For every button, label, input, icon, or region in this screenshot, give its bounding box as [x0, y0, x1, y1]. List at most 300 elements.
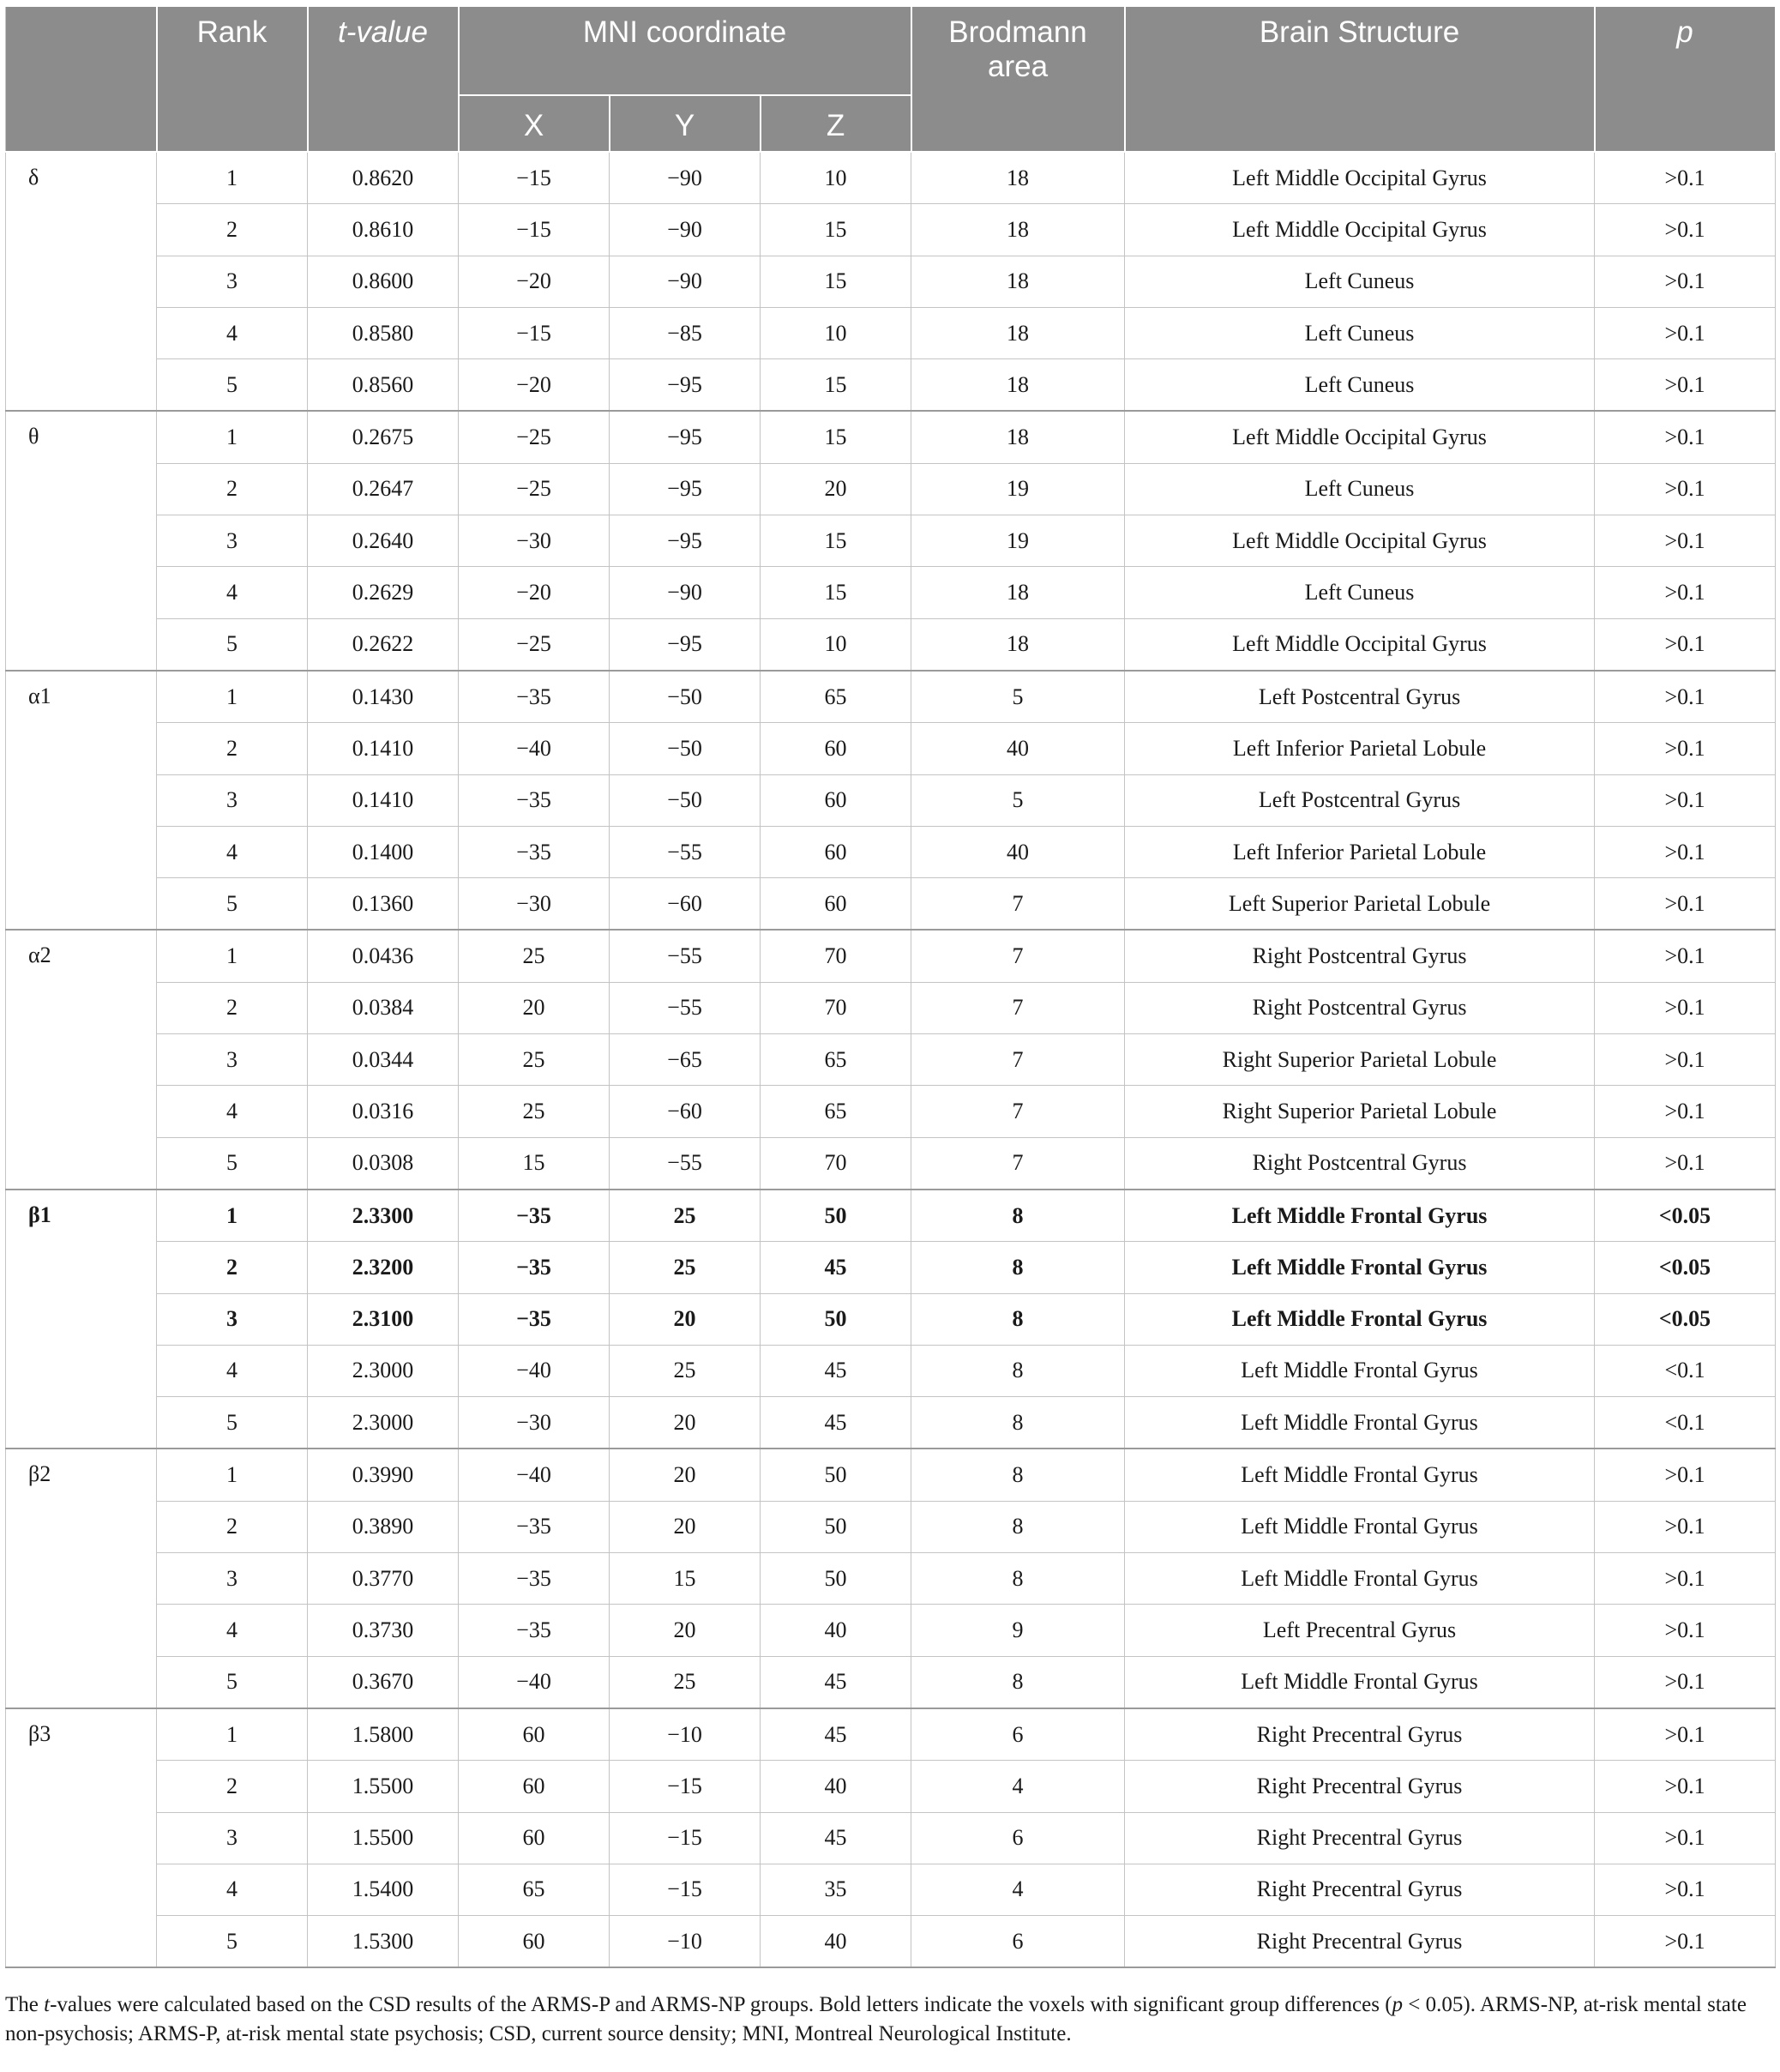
t-value-cell: 0.3730 [308, 1605, 459, 1656]
rank-cell: 2 [157, 982, 308, 1033]
y-cell: −55 [610, 930, 761, 982]
table-row [6, 1761, 1776, 1812]
t-value-header-label: t-value [337, 15, 429, 49]
footnote-t-italic: t [44, 1993, 51, 2016]
structure-cell: Right Postcentral Gyrus [1125, 930, 1595, 982]
structure-cell: Left Middle Frontal Gyrus [1125, 1553, 1595, 1605]
rank-cell: 2 [157, 1501, 308, 1552]
y-cell: −90 [610, 256, 761, 307]
rank-cell: 4 [157, 826, 308, 877]
x-cell: 20 [459, 982, 610, 1033]
z-cell: 50 [761, 1501, 911, 1552]
x-cell: −15 [459, 152, 610, 204]
rank-cell: 5 [157, 878, 308, 931]
x-cell: −35 [459, 774, 610, 826]
y-cell: −90 [610, 152, 761, 204]
structure-cell: Right Postcentral Gyrus [1125, 1137, 1595, 1190]
rank-cell: 1 [157, 1449, 308, 1501]
t-value-cell: 0.2622 [308, 618, 459, 671]
x-cell: −40 [459, 1656, 610, 1708]
brodmann-cell: 18 [911, 567, 1125, 618]
x-cell: −30 [459, 1397, 610, 1449]
rank-cell: 5 [157, 359, 308, 412]
structure-cell: Left Middle Occipital Gyrus [1125, 152, 1595, 204]
brodmann-cell: 7 [911, 878, 1125, 931]
structure-cell: Left Cuneus [1125, 359, 1595, 412]
x-cell: 60 [459, 1761, 610, 1812]
t-value-cell: 0.0436 [308, 930, 459, 982]
t-value-cell: 2.3100 [308, 1293, 459, 1345]
structure-cell: Right Postcentral Gyrus [1125, 982, 1595, 1033]
y-cell: 25 [610, 1345, 761, 1396]
brodmann-cell: 8 [911, 1190, 1125, 1242]
y-cell: −95 [610, 411, 761, 463]
structure-cell: Left Middle Occipital Gyrus [1125, 515, 1595, 567]
structure-cell: Right Superior Parietal Lobule [1125, 1034, 1595, 1086]
p-cell: >0.1 [1595, 1553, 1776, 1605]
p-cell: >0.1 [1595, 1916, 1776, 1968]
table-row [6, 1605, 1776, 1656]
rank-header: Rank [157, 6, 308, 152]
t-value-cell: 0.8610 [308, 204, 459, 256]
table-row [6, 1864, 1776, 1915]
z-cell: 50 [761, 1190, 911, 1242]
rank-cell: 5 [157, 1656, 308, 1708]
rank-cell: 1 [157, 152, 308, 204]
p-cell: >0.1 [1595, 1864, 1776, 1915]
z-cell: 65 [761, 1086, 911, 1137]
table-row [6, 1501, 1776, 1552]
t-value-cell: 0.8620 [308, 152, 459, 204]
table-row [6, 307, 1776, 358]
y-header: Y [610, 95, 761, 152]
z-cell: 15 [761, 515, 911, 567]
x-cell: −30 [459, 878, 610, 931]
table-row [6, 515, 1776, 567]
brodmann-cell: 5 [911, 671, 1125, 723]
y-cell: −95 [610, 618, 761, 671]
brodmann-cell: 9 [911, 1605, 1125, 1656]
rank-cell: 4 [157, 1864, 308, 1915]
z-cell: 45 [761, 1397, 911, 1449]
t-value-cell: 0.8560 [308, 359, 459, 412]
p-cell: >0.1 [1595, 1137, 1776, 1190]
x-cell: −35 [459, 671, 610, 723]
p-header [1595, 6, 1776, 152]
p-cell: >0.1 [1595, 463, 1776, 515]
rank-cell: 2 [157, 1242, 308, 1293]
y-cell: −90 [610, 204, 761, 256]
structure-cell: Left Middle Frontal Gyrus [1125, 1501, 1595, 1552]
brodmann-cell: 18 [911, 204, 1125, 256]
band-label: β2 [6, 1449, 157, 1708]
p-header-label: p [1676, 15, 1693, 49]
rank-cell: 5 [157, 1137, 308, 1190]
p-cell: >0.1 [1595, 1034, 1776, 1086]
rank-cell: 2 [157, 463, 308, 515]
p-cell: >0.1 [1595, 1449, 1776, 1501]
x-cell: 60 [459, 1916, 610, 1968]
x-header: X [459, 95, 610, 152]
t-value-cell: 0.1400 [308, 826, 459, 877]
rank-cell: 1 [157, 1190, 308, 1242]
z-cell: 50 [761, 1553, 911, 1605]
x-cell: −25 [459, 411, 610, 463]
p-cell: >0.1 [1595, 930, 1776, 982]
t-value-cell: 2.3000 [308, 1345, 459, 1396]
z-cell: 50 [761, 1293, 911, 1345]
z-cell: 10 [761, 307, 911, 358]
z-cell: 50 [761, 1449, 911, 1501]
y-cell: −10 [610, 1708, 761, 1761]
y-cell: −95 [610, 359, 761, 412]
t-value-cell: 0.2647 [308, 463, 459, 515]
t-value-cell: 0.8580 [308, 307, 459, 358]
z-cell: 60 [761, 826, 911, 877]
y-cell: −95 [610, 463, 761, 515]
brodmann-cell: 8 [911, 1656, 1125, 1708]
brodmann-cell: 6 [911, 1812, 1125, 1864]
z-cell: 45 [761, 1708, 911, 1761]
z-cell: 40 [761, 1916, 911, 1968]
footnote-prefix: The [5, 1993, 45, 2016]
table-row [6, 1034, 1776, 1086]
results-table [5, 5, 1777, 1968]
brodmann-cell: 4 [911, 1761, 1125, 1812]
rank-cell: 3 [157, 774, 308, 826]
brodmann-cell: 7 [911, 1137, 1125, 1190]
structure-cell: Right Precentral Gyrus [1125, 1812, 1595, 1864]
p-cell: >0.1 [1595, 1761, 1776, 1812]
p-cell: <0.05 [1595, 1242, 1776, 1293]
rank-cell: 5 [157, 618, 308, 671]
p-cell: >0.1 [1595, 618, 1776, 671]
structure-cell: Left Postcentral Gyrus [1125, 774, 1595, 826]
p-cell: >0.1 [1595, 826, 1776, 877]
band-label: β3 [6, 1708, 157, 1967]
t-value-cell: 0.3670 [308, 1656, 459, 1708]
x-cell: −35 [459, 1605, 610, 1656]
z-cell: 10 [761, 618, 911, 671]
brodmann-cell: 18 [911, 307, 1125, 358]
brodmann-cell: 7 [911, 1086, 1125, 1137]
z-cell: 15 [761, 204, 911, 256]
z-cell: 15 [761, 567, 911, 618]
x-cell: 25 [459, 930, 610, 982]
structure-cell: Left Precentral Gyrus [1125, 1605, 1595, 1656]
band-header [6, 6, 157, 152]
brodmann-cell: 18 [911, 359, 1125, 412]
x-cell: −20 [459, 256, 610, 307]
rank-cell: 3 [157, 515, 308, 567]
band-label: δ [6, 152, 157, 411]
x-cell: −25 [459, 463, 610, 515]
structure-cell: Left Inferior Parietal Lobule [1125, 723, 1595, 774]
t-value-cell: 0.3990 [308, 1449, 459, 1501]
x-cell: −40 [459, 1345, 610, 1396]
p-cell: <0.1 [1595, 1397, 1776, 1449]
x-cell: 15 [459, 1137, 610, 1190]
y-cell: −50 [610, 671, 761, 723]
y-cell: 20 [610, 1293, 761, 1345]
rank-cell: 2 [157, 723, 308, 774]
structure-cell: Left Middle Occipital Gyrus [1125, 411, 1595, 463]
brodmann-cell: 4 [911, 1864, 1125, 1915]
z-cell: 20 [761, 463, 911, 515]
y-cell: −55 [610, 1137, 761, 1190]
brodmann-cell: 5 [911, 774, 1125, 826]
z-cell: 65 [761, 671, 911, 723]
brodmann-cell: 40 [911, 723, 1125, 774]
table-row [6, 1916, 1776, 1968]
rank-cell: 3 [157, 256, 308, 307]
y-cell: 20 [610, 1501, 761, 1552]
y-cell: −55 [610, 982, 761, 1033]
table-row [6, 1242, 1776, 1293]
rank-cell: 3 [157, 1553, 308, 1605]
rank-cell: 3 [157, 1812, 308, 1864]
y-cell: −55 [610, 826, 761, 877]
t-value-cell: 0.0344 [308, 1034, 459, 1086]
structure-cell: Left Postcentral Gyrus [1125, 671, 1595, 723]
table-row [6, 878, 1776, 931]
z-cell: 70 [761, 1137, 911, 1190]
table-row [6, 1086, 1776, 1137]
t-value-cell: 0.1410 [308, 723, 459, 774]
t-value-cell: 0.8600 [308, 256, 459, 307]
structure-cell: Left Middle Occipital Gyrus [1125, 618, 1595, 671]
table-row [6, 1137, 1776, 1190]
brodmann-cell: 18 [911, 256, 1125, 307]
y-cell: 25 [610, 1190, 761, 1242]
t-value-cell: 2.3000 [308, 1397, 459, 1449]
structure-cell: Left Middle Frontal Gyrus [1125, 1449, 1595, 1501]
structure-cell: Left Middle Occipital Gyrus [1125, 204, 1595, 256]
rank-cell: 4 [157, 1086, 308, 1137]
y-cell: −60 [610, 878, 761, 931]
table-row [6, 826, 1776, 877]
rank-cell: 3 [157, 1293, 308, 1345]
t-value-cell: 0.0308 [308, 1137, 459, 1190]
brodmann-cell: 18 [911, 618, 1125, 671]
table-row [6, 1656, 1776, 1708]
structure-cell: Left Middle Frontal Gyrus [1125, 1242, 1595, 1293]
brodmann-cell: 19 [911, 515, 1125, 567]
y-cell: 20 [610, 1605, 761, 1656]
t-value-cell: 1.5400 [308, 1864, 459, 1915]
t-value-cell: 0.1410 [308, 774, 459, 826]
x-cell: −15 [459, 307, 610, 358]
structure-cell: Left Cuneus [1125, 307, 1595, 358]
table-row [6, 723, 1776, 774]
band-label: α2 [6, 930, 157, 1189]
y-cell: −15 [610, 1761, 761, 1812]
table-row [6, 1190, 1776, 1242]
t-value-header [308, 6, 459, 152]
brodmann-cell: 6 [911, 1708, 1125, 1761]
t-value-cell: 0.2629 [308, 567, 459, 618]
p-cell: >0.1 [1595, 878, 1776, 931]
z-cell: 60 [761, 878, 911, 931]
y-cell: −10 [610, 1916, 761, 1968]
t-value-cell: 0.3770 [308, 1553, 459, 1605]
x-cell: 25 [459, 1034, 610, 1086]
rank-cell: 1 [157, 930, 308, 982]
brodmann-cell: 8 [911, 1242, 1125, 1293]
x-cell: −35 [459, 1501, 610, 1552]
table-row [6, 359, 1776, 412]
p-cell: >0.1 [1595, 204, 1776, 256]
brodmann-area-header: Brodmann area [911, 6, 1125, 152]
t-value-cell: 1.5300 [308, 1916, 459, 1968]
y-cell: −50 [610, 723, 761, 774]
x-cell: −20 [459, 567, 610, 618]
table-row [6, 1293, 1776, 1345]
structure-cell: Left Cuneus [1125, 567, 1595, 618]
p-cell: >0.1 [1595, 359, 1776, 412]
y-cell: −90 [610, 567, 761, 618]
brodmann-cell: 19 [911, 463, 1125, 515]
y-cell: 25 [610, 1242, 761, 1293]
z-cell: 35 [761, 1864, 911, 1915]
structure-cell: Right Precentral Gyrus [1125, 1916, 1595, 1968]
table-row [6, 152, 1776, 204]
band-label: α1 [6, 671, 157, 930]
z-cell: 10 [761, 152, 911, 204]
p-cell: >0.1 [1595, 256, 1776, 307]
brain-structure-header: Brain Structure [1125, 6, 1595, 152]
p-cell: >0.1 [1595, 152, 1776, 204]
t-value-cell: 0.2675 [308, 411, 459, 463]
rank-cell: 1 [157, 1708, 308, 1761]
footnote-p-italic: p [1392, 1993, 1404, 2016]
table-row [6, 411, 1776, 463]
table-row [6, 618, 1776, 671]
rank-cell: 4 [157, 567, 308, 618]
brodmann-cell: 40 [911, 826, 1125, 877]
z-cell: 15 [761, 256, 911, 307]
x-cell: −35 [459, 1553, 610, 1605]
z-cell: 45 [761, 1812, 911, 1864]
rank-cell: 5 [157, 1397, 308, 1449]
structure-cell: Right Precentral Gyrus [1125, 1864, 1595, 1915]
y-cell: −65 [610, 1034, 761, 1086]
table-row [6, 774, 1776, 826]
z-cell: 70 [761, 930, 911, 982]
table-row [6, 1449, 1776, 1501]
p-cell: <0.05 [1595, 1190, 1776, 1242]
t-value-cell: 0.0384 [308, 982, 459, 1033]
y-cell: 15 [610, 1553, 761, 1605]
footnote-part2: < 0.05). ARMS-NP, at-risk mental state non-psychosis; ARMS-P, at-risk mental state psychosis; CSD, current source density; MNI, Montreal Neurological Institute. [5, 1993, 1747, 2045]
structure-cell: Left Inferior Parietal Lobule [1125, 826, 1595, 877]
y-cell: −15 [610, 1864, 761, 1915]
table-row [6, 204, 1776, 256]
z-cell: 70 [761, 982, 911, 1033]
y-cell: −15 [610, 1812, 761, 1864]
p-cell: >0.1 [1595, 982, 1776, 1033]
p-cell: >0.1 [1595, 1656, 1776, 1708]
z-cell: 15 [761, 411, 911, 463]
table-container [5, 5, 1775, 1968]
brodmann-cell: 7 [911, 930, 1125, 982]
band-label: β1 [6, 1190, 157, 1449]
t-value-cell: 1.5800 [308, 1708, 459, 1761]
brodmann-cell: 8 [911, 1553, 1125, 1605]
z-cell: 15 [761, 359, 911, 412]
p-cell: >0.1 [1595, 774, 1776, 826]
y-cell: −50 [610, 774, 761, 826]
x-cell: −35 [459, 826, 610, 877]
t-value-cell: 0.0316 [308, 1086, 459, 1137]
z-cell: 60 [761, 774, 911, 826]
y-cell: 25 [610, 1656, 761, 1708]
p-cell: >0.1 [1595, 671, 1776, 723]
z-cell: 40 [761, 1761, 911, 1812]
x-cell: 25 [459, 1086, 610, 1137]
p-cell: <0.1 [1595, 1345, 1776, 1396]
p-cell: >0.1 [1595, 567, 1776, 618]
structure-cell: Left Middle Frontal Gyrus [1125, 1397, 1595, 1449]
brodmann-cell: 8 [911, 1449, 1125, 1501]
x-cell: −30 [459, 515, 610, 567]
p-cell: >0.1 [1595, 1086, 1776, 1137]
t-value-cell: 0.3890 [308, 1501, 459, 1552]
y-cell: −85 [610, 307, 761, 358]
brodmann-cell: 8 [911, 1345, 1125, 1396]
x-cell: −35 [459, 1242, 610, 1293]
brodmann-cell: 18 [911, 152, 1125, 204]
brodmann-cell: 8 [911, 1397, 1125, 1449]
structure-cell: Left Middle Frontal Gyrus [1125, 1345, 1595, 1396]
p-cell: >0.1 [1595, 307, 1776, 358]
y-cell: −60 [610, 1086, 761, 1137]
table-row [6, 463, 1776, 515]
band-label: θ [6, 411, 157, 670]
structure-cell: Right Precentral Gyrus [1125, 1708, 1595, 1761]
z-cell: 60 [761, 723, 911, 774]
table-row [6, 1812, 1776, 1864]
z-cell: 45 [761, 1345, 911, 1396]
mni-coordinate-header: MNI coordinate [459, 6, 911, 95]
y-cell: 20 [610, 1397, 761, 1449]
x-cell: −40 [459, 723, 610, 774]
table-body [6, 152, 1776, 1967]
z-cell: 65 [761, 1034, 911, 1086]
rank-cell: 1 [157, 671, 308, 723]
p-cell: >0.1 [1595, 1812, 1776, 1864]
p-cell: >0.1 [1595, 1708, 1776, 1761]
t-value-cell: 0.1360 [308, 878, 459, 931]
table-header [6, 6, 1776, 152]
rank-cell: 4 [157, 307, 308, 358]
rank-cell: 3 [157, 1034, 308, 1086]
t-value-cell: 1.5500 [308, 1812, 459, 1864]
structure-cell: Left Cuneus [1125, 256, 1595, 307]
brodmann-cell: 6 [911, 1916, 1125, 1968]
structure-cell: Left Middle Frontal Gyrus [1125, 1656, 1595, 1708]
structure-cell: Left Middle Frontal Gyrus [1125, 1190, 1595, 1242]
z-cell: 45 [761, 1656, 911, 1708]
brodmann-cell: 7 [911, 982, 1125, 1033]
rank-cell: 5 [157, 1916, 308, 1968]
x-cell: −25 [459, 618, 610, 671]
brodmann-cell: 7 [911, 1034, 1125, 1086]
rank-cell: 4 [157, 1345, 308, 1396]
rank-cell: 4 [157, 1605, 308, 1656]
brodmann-cell: 18 [911, 411, 1125, 463]
table-row [6, 256, 1776, 307]
